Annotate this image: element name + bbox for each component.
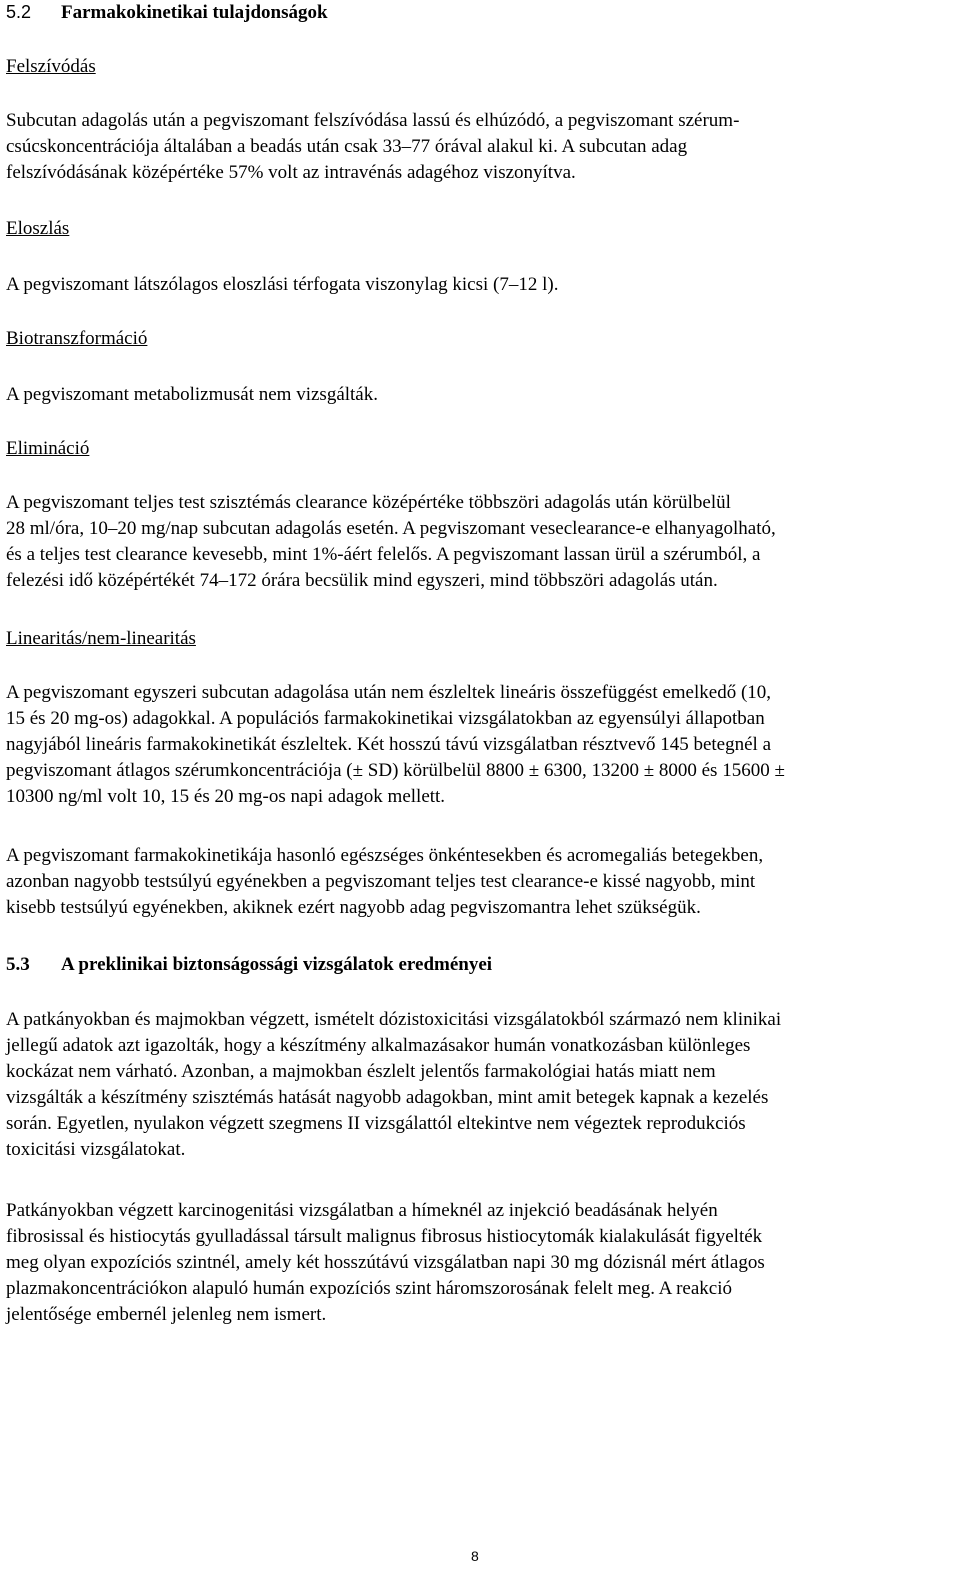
text-line: A pegviszomant metabolizmusát nem vizsgálták. [6, 384, 378, 405]
text-line: A pegviszomant látszólagos eloszlási térfogata viszonylag kicsi (7–12 l). [6, 274, 559, 295]
text-line: nagyjából lineáris farmakokinetikát észleltek. Két hosszú távú vizsgálatban résztvevő 145 betegnél a [6, 734, 772, 755]
text-line: plazmakoncentrációkon alapuló humán expozíciós szint háromszorosának felelt meg. A reakció [6, 1278, 732, 1299]
section-heading-5-2 [6, 2, 328, 24]
text-line: jellegű adatok azt igazolták, hogy a készítmény alkalmazásakor humán vonatkozásban különleges [6, 1035, 751, 1056]
section-number: 5.2 [6, 2, 32, 22]
section-title: A preklinikai biztonságossági vizsgálatok eredményei [61, 954, 493, 975]
text-line: felszívódásának középértéke 57% volt az intravénás adagéhoz viszonyítva. [6, 162, 576, 183]
text-line: A pegviszomant egyszeri subcutan adagolása után nem észleltek lineáris összefüggést emelkedő (10, [6, 682, 772, 703]
paragraph-preklinikai-2 [6, 1198, 954, 1328]
subheading-biotranszformacio: Biotranszformáció [6, 328, 148, 349]
text-line: felezési idő középértékét 74–172 órára becsülik mind egyszeri, mind többszöri adagolás után. [6, 570, 718, 591]
subheading-felszivodas: Felszívódás [6, 56, 96, 77]
text-line: 15 és 20 mg-os) adagokkal. A populációs farmakokinetikai vizsgálatokban az egyensúlyi állapotban [6, 708, 765, 729]
text-line: Patkányokban végzett karcinogenitási vizsgálatban a hímeknél az injekció beadásának helyén [6, 1200, 718, 1221]
text-line: vizsgálták a készítmény szisztémás hatását nagyobb adagokban, mint amit betegek kapnak a kezelés [6, 1087, 769, 1108]
text-line: 28 ml/óra, 10–20 mg/nap subcutan adagolás esetén. A pegviszomant veseclearance-e elhanyagolható, [6, 518, 776, 539]
text-line: és a teljes test clearance kevesebb, mint 1%-áért felelős. A pegviszomant lassan ürül a szérumból, a [6, 544, 761, 565]
paragraph-preklinikai-1 [6, 1007, 954, 1163]
paragraph-eliminacio [6, 490, 954, 594]
section-heading-5-3 [6, 954, 492, 976]
text-line: során. Egyetlen, nyulakon végzett szegmens II vizsgálattól eltekintve nem végeztek reprodukciós [6, 1113, 746, 1134]
text-line: kockázat nem várható. Azonban, a majmokban észlelt jelentős farmakológiai hatás miatt nem [6, 1061, 716, 1082]
text-line: A pegviszomant teljes test szisztémás clearance középértéke többszöri adagolás után körülbelül [6, 492, 731, 513]
page-number: 8 [471, 1548, 479, 1564]
paragraph-biotranszformacio [6, 382, 954, 408]
text-line: jelentősége embernél jelenleg nem ismert. [6, 1304, 327, 1325]
text-line: meg olyan expozíciós szintnél, amely két hosszútávú vizsgálatban napi 30 mg dózisnál mért átlagos [6, 1252, 765, 1273]
paragraph-eloszlas [6, 272, 954, 298]
text-line: toxicitási vizsgálatokat. [6, 1139, 186, 1160]
subheading-eloszlas: Eloszlás [6, 218, 70, 239]
text-line: Subcutan adagolás után a pegviszomant felszívódása lassú és elhúzódó, a pegviszomant szérum- [6, 110, 740, 131]
section-number: 5.3 [6, 954, 30, 975]
subheading-eliminacio: Elimináció [6, 438, 90, 459]
text-line: fibrosissal és histiocytás gyulladással társult malignus fibrosus histiocytomák kialakulását figyelték [6, 1226, 763, 1247]
paragraph-linearitas-2 [6, 843, 954, 921]
text-line: A patkányokban és majmokban végzett, ismételt dózistoxicitási vizsgálatokból származó nem klinikai [6, 1009, 782, 1030]
text-line: pegviszomant átlagos szérumkoncentrációja (± SD) körülbelül 8800 ± 6300, 13200 ± 8000 és 15600 ± [6, 760, 785, 781]
text-line: azonban nagyobb testsúlyú egyénekben a pegviszomant teljes test clearance-e kissé nagyobb, mint [6, 871, 756, 892]
text-line: A pegviszomant farmakokinetikája hasonló egészséges önkéntesekben és acromegaliás betegekben, [6, 845, 764, 866]
text-line: kisebb testsúlyú egyénekben, akiknek ezért nagyobb adag pegviszomantra lehet szükségük. [6, 897, 701, 918]
text-line: csúcskoncentrációja általában a beadás után csak 33–77 órával alakul ki. A subcutan adag [6, 136, 688, 157]
paragraph-linearitas-1 [6, 680, 954, 810]
subheading-linearitas: Linearitás/nem-linearitás [6, 628, 196, 649]
section-title: Farmakokinetikai tulajdonságok [61, 2, 328, 23]
paragraph-felszivodas [6, 108, 954, 186]
text-line: 10300 ng/ml volt 10, 15 és 20 mg-os napi adagok mellett. [6, 786, 446, 807]
